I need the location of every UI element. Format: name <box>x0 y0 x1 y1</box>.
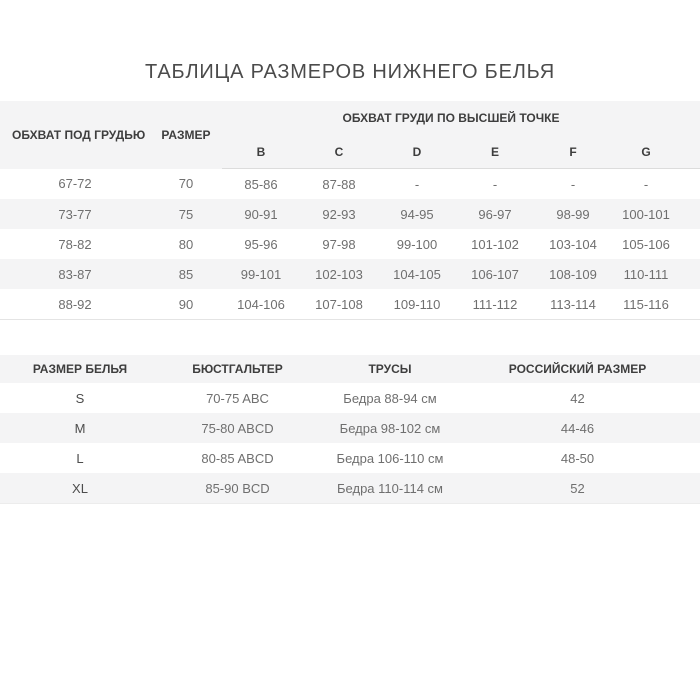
bust-cell: 106-107 <box>456 259 534 289</box>
garment-size-table <box>0 355 700 504</box>
hips-range-cell: Бедра 106-110 см <box>336 450 444 466</box>
bust-cell: 101-102 <box>471 236 519 252</box>
bra-range-cell: 85-90 BCD <box>160 473 315 504</box>
size-column-header: РАЗМЕР <box>150 101 222 169</box>
size-label-cell: XL <box>0 473 160 504</box>
bust-cell: 99-100 <box>396 236 438 252</box>
cup-column-header-c: C <box>300 135 378 169</box>
garment-row <box>0 383 700 413</box>
bra-range-cell: 80-85 ABCD <box>201 450 274 466</box>
cup-column-header-b: B <box>222 135 300 169</box>
page-title: ТАБЛИЦА РАЗМЕРОВ НИЖНЕГО БЕЛЬЯ <box>145 61 555 83</box>
russian-size-column-header: РОССИЙСКИЙ РАЗМЕР <box>465 355 700 383</box>
bust-group-header: ОБХВАТ ГРУДИ ПО ВЫСШЕЙ ТОЧКЕ <box>222 101 700 135</box>
bust-cell: - <box>570 176 576 192</box>
bust-cell: 104-105 <box>378 259 456 289</box>
bust-cell: 108-109 <box>534 259 612 289</box>
cup-column-header-g: G <box>612 135 700 169</box>
bust-cell: 85-86 <box>244 176 278 192</box>
size-label-cell: S <box>75 390 85 406</box>
panties-column-header: ТРУСЫ <box>315 355 465 383</box>
underbust-cell: 88-92 <box>0 289 150 320</box>
garment-size-column-header: РАЗМЕР БЕЛЬЯ <box>0 355 160 383</box>
bust-cell: 87-88 <box>322 176 356 192</box>
bust-cell: 100-101 <box>612 199 700 229</box>
russian-size-cell: 42 <box>570 390 585 406</box>
bust-cell: 99-101 <box>222 259 300 289</box>
bust-cell: - <box>643 176 649 192</box>
bra-range-cell: 70-75 ABC <box>206 390 269 406</box>
underbust-cell: 67-72 <box>58 176 92 192</box>
garment-header-row <box>0 355 700 383</box>
garment-table-body <box>0 383 700 504</box>
bust-cell: 113-114 <box>534 289 612 320</box>
bra-size-table <box>0 101 700 320</box>
bust-cell: 103-104 <box>549 236 597 252</box>
russian-size-cell: 48-50 <box>560 450 595 466</box>
bra-column-header: БЮСТГАЛЬТЕР <box>160 355 315 383</box>
bust-cell: 105-106 <box>622 236 670 252</box>
garment-row <box>0 473 700 504</box>
cup-column-header-d: D <box>378 135 456 169</box>
cup-column-header-e: E <box>456 135 534 169</box>
bra-size-table-body <box>0 169 700 320</box>
bust-cell: - <box>414 176 420 192</box>
size-cell: 85 <box>150 259 222 289</box>
size-row <box>0 289 700 320</box>
hips-range-cell: Бедра 110-114 см <box>315 473 465 504</box>
bust-cell: 107-108 <box>300 289 378 320</box>
bust-cell: 102-103 <box>300 259 378 289</box>
size-row <box>0 199 700 229</box>
size-label-cell: L <box>76 450 84 466</box>
underbust-column-header: ОБХВАТ ПОД ГРУДЬЮ <box>0 101 150 169</box>
size-row <box>0 169 700 200</box>
size-row <box>0 259 700 289</box>
underbust-cell: 73-77 <box>0 199 150 229</box>
russian-size-cell: 44-46 <box>465 413 700 443</box>
russian-size-cell: 52 <box>465 473 700 504</box>
size-cell: 75 <box>150 199 222 229</box>
bust-cell: 90-91 <box>222 199 300 229</box>
bust-cell: 95-96 <box>244 236 278 252</box>
hips-range-cell: Бедра 88-94 см <box>343 390 437 406</box>
bust-cell: 98-99 <box>534 199 612 229</box>
bra-range-cell: 75-80 ABCD <box>160 413 315 443</box>
bust-cell: 96-97 <box>456 199 534 229</box>
bust-cell: 94-95 <box>378 199 456 229</box>
size-chart-page <box>0 59 700 700</box>
hips-range-cell: Бедра 98-102 см <box>315 413 465 443</box>
size-cell: 90 <box>150 289 222 320</box>
bust-cell: 110-111 <box>612 259 700 289</box>
size-cell: 80 <box>178 236 194 252</box>
garment-table-header <box>0 355 700 383</box>
bust-cell: 109-110 <box>378 289 456 320</box>
bust-cell: 115-116 <box>612 289 700 320</box>
bust-cell: 104-106 <box>222 289 300 320</box>
bust-cell: 97-98 <box>322 236 356 252</box>
bust-cell: - <box>492 176 498 192</box>
group-header-row <box>0 101 700 135</box>
bust-cell: 111-112 <box>456 289 534 320</box>
size-cell: 70 <box>178 176 194 192</box>
size-label-cell: M <box>0 413 160 443</box>
garment-row <box>0 443 700 473</box>
underbust-cell: 83-87 <box>0 259 150 289</box>
garment-row <box>0 413 700 443</box>
size-row <box>0 229 700 259</box>
bra-size-table-header <box>0 101 700 169</box>
underbust-cell: 78-82 <box>58 236 92 252</box>
cup-column-header-f: F <box>534 135 612 169</box>
bust-cell: 92-93 <box>300 199 378 229</box>
